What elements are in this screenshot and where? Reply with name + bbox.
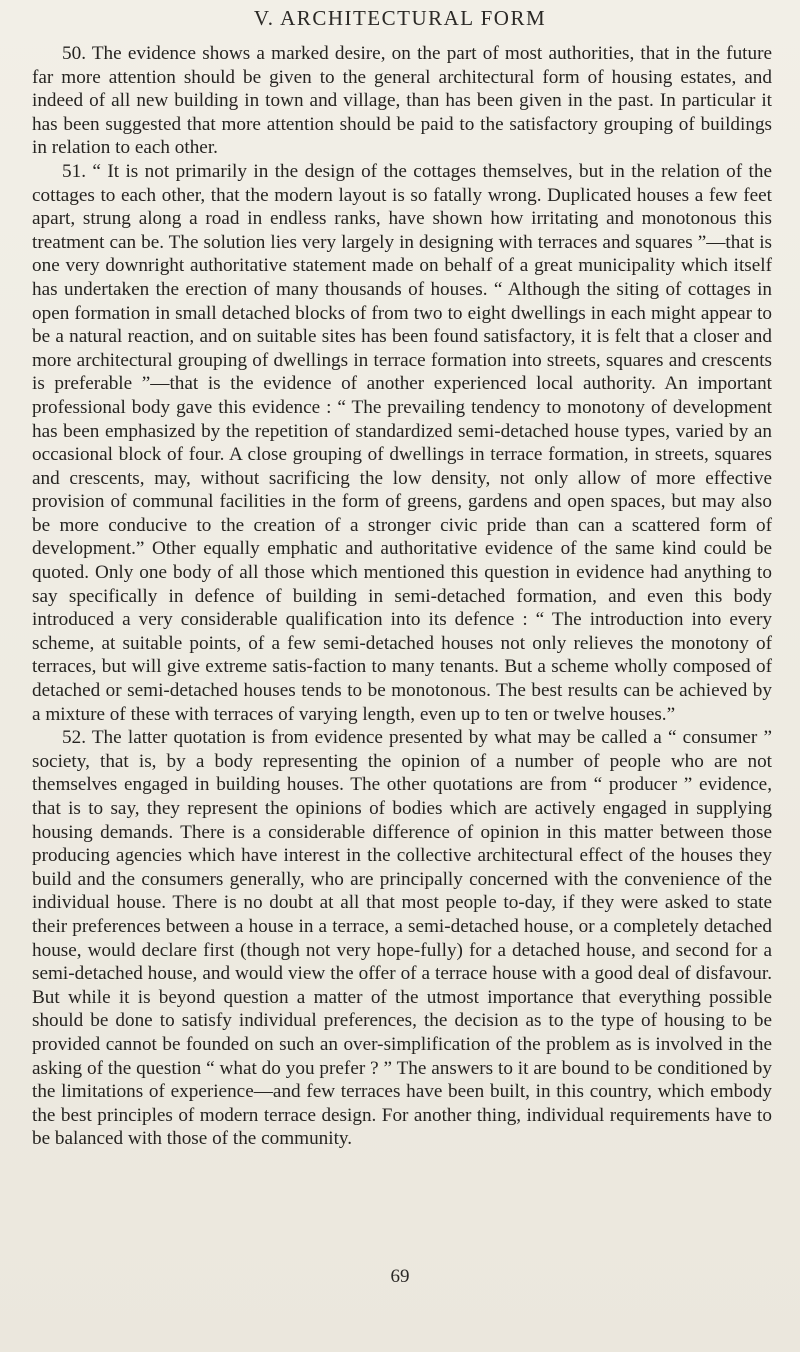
section-heading: V. ARCHITECTURAL FORM [253,6,547,30]
body-text [32,42,772,1151]
paragraph-52: 52. The latter quotation is from evidence presented by what may be called a “ consumer ” society, that is, by a body representing the opinion of a number of people who are not themselves engaged in building houses. The other quotations are from “ producer ” evidence, that is to say, they represent the opinions of bodies which are actively engaged in supplying housing demands. There is a considerable difference of opinion in this matter between those producing agencies which have interest in the collective architectural effect of the houses they build and the consumers generally, who are principally concerned with the convenience of the individual house. There is no doubt at all that most people to-day, if they were asked to state their preferences between a house in a terrace, a semi-detached house, or a completely detached house, would declare first (though not very hope-fully) for a detached house, and second for a semi-detached house, and would view the offer of a terrace house with a good deal of disfavour. But while it is beyond question a matter of the utmost importance that everything possible should be done to satisfy individual preferences, the decision as to the type of housing to be provided cannot be founded on such an over-simplification of the problem as is involved in the asking of the question “ what do you prefer ? ” The answers to it are bound to be conditioned by the limitations of experience—and few terraces have been built, in this country, which embody the best principles of modern terrace design. For another thing, individual requirements have to be balanced with those of the community. [32,727,772,1150]
paragraph-50: 50. The evidence shows a marked desire, on the part of most authorities, that in the future far more attention should be given to the general architectural form of housing estates, and indeed of all new building in town and village, than has been given in the past. In particular it has been suggested that more attention should be paid to the satisfactory grouping of buildings in relation to each other. [32,43,772,159]
paragraph-51: 51. “ It is not primarily in the design of the cottages themselves, but in the relation of the cottages to each other, that the modern layout is so fatally wrong. Duplicated houses a few feet apart, strung along a road in endless ranks, have shown how irritating and monotonous this treatment can be. The solution lies very largely in designing with terraces and squares ”—that is one very downright authoritative statement made on behalf of a great municipality which itself has undertaken the erection of many thousands of houses. “ Although the siting of cottages in open formation in small detached blocks of from two to eight dwellings in each might appear to be a natural reaction, and on suitable sites has been found satisfactory, it is felt that a closer and more architectural grouping of dwellings in terrace formation into streets, squares and crescents is preferable ”—that is the evidence of another experienced local authority. An important professional body gave this evidence : “ The prevailing tendency to monotony of development has been emphasized by the repetition of standardized semi-detached house types, varied by an occasional block of four. A close grouping of dwellings in terrace formation, in streets, squares and crescents, may, without sacrificing the low density, not only allow of more effective provision of communal facilities in the form of greens, gardens and open spaces, but may also be more conducive to the creation of a stronger civic pride than can a scattered form of development.” Other equally emphatic and authoritative evidence of the same kind could be quoted. Only one body of all those which mentioned this question in evidence had anything to say specifically in defence of building in semi-detached formation, and even this body introduced a very considerable qualification into its defence : “ The introduction into every scheme, at suitable points, of a few semi-detached houses not only relieves the monotony of terraces, but will give extreme satis-faction to many tenants. But a scheme wholly composed of detached or semi-detached houses tends to be monotonous. The best results can be achieved by a mixture of these with terraces of varying length, even up to ten or twelve houses.” [32,160,772,725]
page-number: 69 [390,1266,410,1287]
